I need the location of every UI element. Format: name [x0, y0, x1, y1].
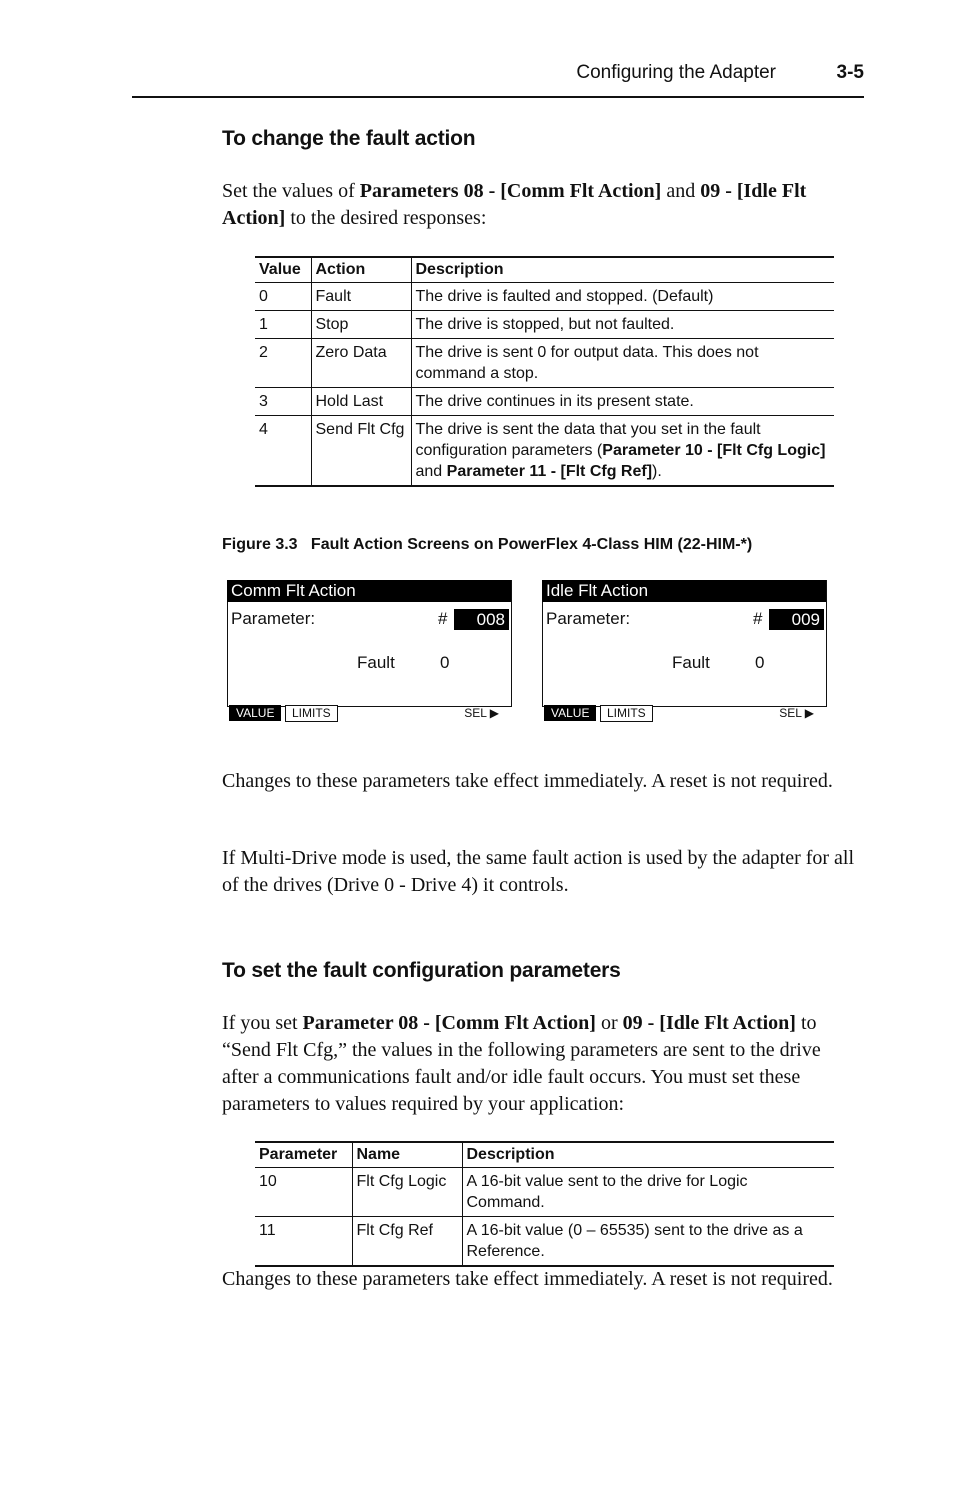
him-softkey-limits: LIMITS: [285, 705, 338, 722]
table-header-row: [255, 257, 834, 283]
table-row: [255, 416, 834, 487]
table-row: [255, 388, 834, 416]
him-parameter-label: Parameter:: [231, 609, 316, 628]
cell-description: The drive is sent 0 for output data. This does not command a stop.: [411, 339, 834, 388]
him-parameter-label: Parameter:: [546, 609, 631, 628]
running-header: [132, 58, 864, 98]
cell-value: 1: [255, 311, 311, 339]
table-row: [255, 339, 834, 388]
him-screen-idle-flt-action: [542, 580, 826, 723]
column-header: Description: [411, 257, 834, 283]
table-row: [255, 311, 834, 339]
column-header: Name: [352, 1142, 462, 1168]
cell-description: The drive is stopped, but not faulted.: [411, 311, 834, 339]
section-heading-fault-config: To set the fault configuration parameters: [222, 959, 621, 982]
figure-caption: Figure 3.3 Fault Action Screens on PowerFlex 4-Class HIM (22-HIM-*): [222, 536, 753, 553]
table-header-row: [255, 1142, 834, 1168]
him-softkey-limits: LIMITS: [600, 705, 653, 722]
cell-action: Stop: [311, 311, 411, 339]
table-row: [255, 283, 834, 311]
him-value-number: 0: [755, 653, 765, 672]
fault-config-table: [255, 1141, 834, 1267]
cell-name: Flt Cfg Ref: [352, 1217, 462, 1267]
paragraph-changes-effect-2: Changes to these parameters take effect immediately. A reset is not required.: [222, 1268, 833, 1290]
him-softkey-value: VALUE: [229, 705, 281, 721]
table-row: [255, 1217, 834, 1267]
him-screen-title: Idle Flt Action: [542, 580, 826, 602]
cell-description: The drive is faulted and stopped. (Default): [411, 283, 834, 311]
section2-intro: If you set Parameter 08 - [Comm Flt Action] or 09 - [Idle Flt Action] to “Send Flt Cfg,” the values in the following parameters are sent to the drive after a communications fault and/or idle fault occurs. You must set these parameters to values required by your application:: [222, 1012, 821, 1115]
cell-value: 3: [255, 388, 311, 416]
cell-action: Hold Last: [311, 388, 411, 416]
cell-action: Zero Data: [311, 339, 411, 388]
him-hash-symbol: #: [438, 609, 448, 628]
him-screen-comm-flt-action: [227, 580, 511, 723]
cell-parameter: 11: [255, 1217, 352, 1267]
him-parameter-number: 009: [769, 609, 824, 630]
him-screen-title: Comm Flt Action: [227, 580, 511, 602]
column-header: Action: [311, 257, 411, 283]
column-header: Value: [255, 257, 311, 283]
cell-value: 0: [255, 283, 311, 311]
cell-value: 2: [255, 339, 311, 388]
section1-intro: Set the values of Parameters 08 - [Comm Flt Action] and 09 - [Idle Flt Action] to the desired responses:: [222, 180, 807, 229]
cell-action: Fault: [311, 283, 411, 311]
him-value-name: Fault: [672, 653, 710, 672]
him-hash-symbol: #: [753, 609, 763, 628]
him-value-name: Fault: [357, 653, 395, 672]
cell-parameter: 10: [255, 1168, 352, 1217]
cell-name: Flt Cfg Logic: [352, 1168, 462, 1217]
header-section-title: Configuring the Adapter: [576, 62, 776, 83]
column-header: Parameter: [255, 1142, 352, 1168]
paragraph-multi-drive: If Multi-Drive mode is used, the same fault action is used by the adapter for all of the drives (Drive 0 - Drive 4) it controls.: [222, 847, 855, 896]
cell-action: Send Flt Cfg: [311, 416, 411, 487]
him-value-number: 0: [440, 653, 450, 672]
cell-description: A 16-bit value (0 – 65535) sent to the drive as a Reference.: [462, 1217, 834, 1267]
column-header: Description: [462, 1142, 834, 1168]
him-softkey-value: VALUE: [544, 705, 596, 721]
cell-value: 4: [255, 416, 311, 487]
section-heading-fault-action: To change the fault action: [222, 127, 476, 150]
him-softkey-sel: SEL ▶: [464, 706, 499, 720]
cell-description: A 16-bit value sent to the drive for Logic Command.: [462, 1168, 834, 1217]
him-parameter-number: 008: [454, 609, 509, 630]
cell-description: The drive is sent the data that you set in the fault configuration parameters (Parameter 10 - [Flt Cfg Logic] and Parameter 11 - [Flt Cfg Ref]).: [411, 416, 834, 487]
table-row: [255, 1168, 834, 1217]
paragraph-changes-effect: Changes to these parameters take effect immediately. A reset is not required.: [222, 770, 833, 792]
him-softkey-sel: SEL ▶: [779, 706, 814, 720]
fault-action-table: [255, 256, 834, 487]
header-page-number: 3-5: [836, 62, 864, 83]
cell-description: The drive continues in its present state.: [411, 388, 834, 416]
